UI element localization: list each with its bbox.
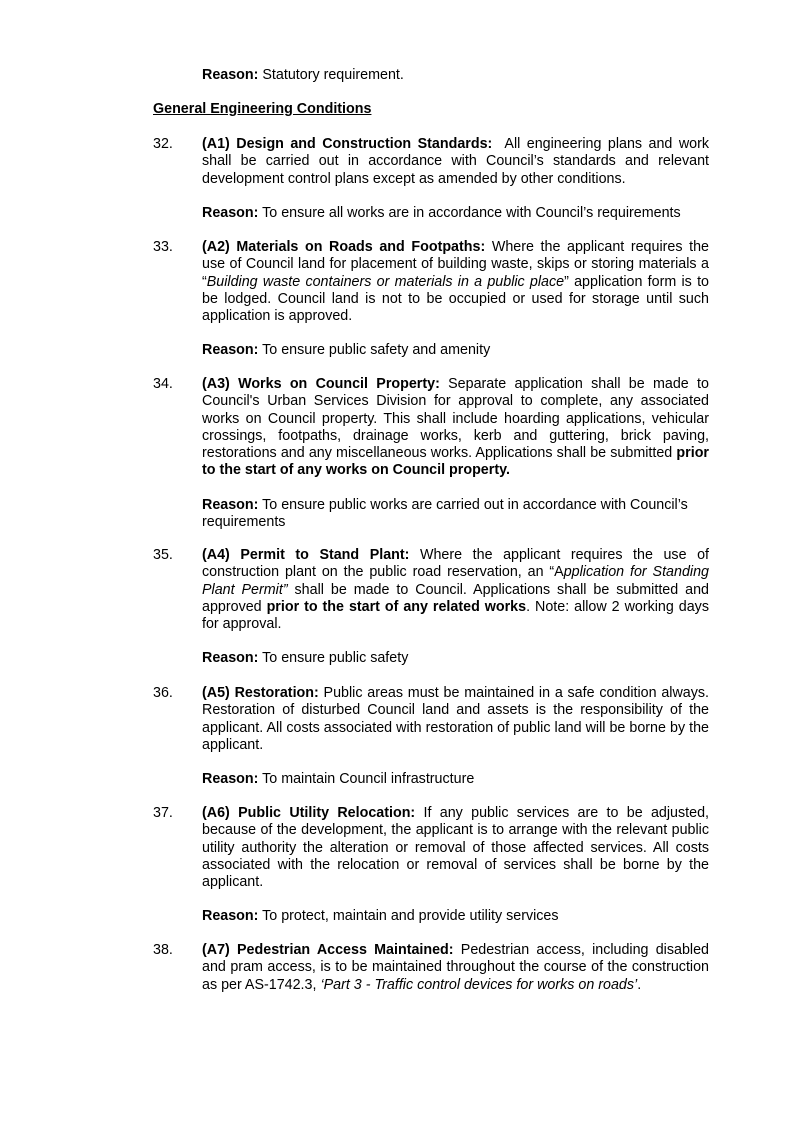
condition-number: 34.: [153, 376, 173, 392]
reason-label: Reason:: [202, 342, 259, 359]
condition-code: (A3) Works on Council Property:: [202, 376, 440, 392]
condition-item: [153, 239, 709, 360]
condition-text: (A1) Design and Construction Standards: All engineering plans and work shall be carried out in accordance with Council’s standards and relevant development control plans except as amended by other conditions.: [202, 136, 710, 187]
top-reason: [202, 67, 404, 84]
condition-text: (A4) Permit to Stand Plant: Where the applicant requires the use of construction plant on the public road reservation, an “Application for Standing Plant Permit” shall be made to Council. Applications shall be submitted and approved prior to the start of any related works. Note: allow 2 working days for approval.: [202, 547, 709, 633]
condition-number: 36.: [153, 685, 173, 701]
reason-label: Reason:: [202, 496, 259, 513]
condition-code: (A6) Public Utility Relocation:: [202, 805, 416, 821]
reason-label: Reason:: [202, 67, 259, 83]
reason-label: Reason:: [202, 204, 259, 221]
condition-reason: Reason: To ensure public safety and amenity: [202, 342, 491, 359]
condition-code: (A1) Design and Construction Standards:: [202, 136, 493, 152]
condition-item: [153, 376, 709, 531]
condition-code: (A7) Pedestrian Access Maintained:: [202, 942, 454, 958]
reason-label: Reason:: [202, 908, 259, 925]
condition-reason: Reason: To maintain Council infrastructure: [202, 771, 475, 788]
condition-number: 37.: [153, 805, 173, 821]
condition-number: 33.: [153, 239, 173, 255]
condition-text: (A3) Works on Council Property: Separate application shall be made to Council's Urban Services Division for approval to complete, any associated works on Council property. This shall include hoarding applications, vehicular crossings, footpaths, drainage works, kerb and guttering, brick paving, restorations and any miscellaneous works. Applications shall be submitted prior to the start of any works on Council property.: [202, 376, 709, 479]
condition-text: (A2) Materials on Roads and Footpaths: Where the applicant requires the use of Council land for placement of building waste, skips or storing materials a “Building waste containers or materials in a public place” application form is to be lodged. Council land is not to be occupied or used for storage until such application is approved.: [202, 239, 709, 325]
condition-code: (A2) Materials on Roads and Footpaths:: [202, 239, 486, 255]
condition-number: 35.: [153, 547, 173, 563]
condition-code: (A4) Permit to Stand Plant:: [202, 547, 410, 563]
condition-item: [153, 136, 709, 222]
condition-reason: Reason: To ensure public works are carried out in accordance with Council’s requirements: [202, 496, 688, 531]
condition-reason: Reason: To ensure public safety: [202, 650, 409, 667]
condition-text: (A5) Restoration: Public areas must be maintained in a safe condition always. Restoration of disturbed Council land and assets is the responsibility of the applicant. All costs associated with restoration of public land will be borne by the applicant.: [202, 685, 709, 753]
condition-text: (A7) Pedestrian Access Maintained: Pedestrian access, including disabled and pram access, is to be maintained throughout the course of the construction as per AS-1742.3, ‘Part 3 - Traffic control devices for works on roads’.: [202, 942, 709, 993]
condition-number: 32.: [153, 136, 173, 152]
condition-reason: Reason: To ensure all works are in accordance with Council’s requirements: [202, 204, 681, 221]
reason-label: Reason:: [202, 771, 259, 788]
condition-number: 38.: [153, 942, 173, 958]
section-heading: General Engineering Conditions: [153, 101, 372, 117]
condition-reason: Reason: To protect, maintain and provide utility services: [202, 908, 559, 925]
condition-text: (A6) Public Utility Relocation: If any public services are to be adjusted, because of the development, the applicant is to arrange with the relevant public utility authority the alteration or removal of those affected services. All costs associated with the relocation or removal of services shall be borne by the applicant.: [202, 805, 709, 891]
reason-text: Statutory requirement.: [262, 67, 404, 83]
condition-item: [153, 805, 709, 926]
condition-item: [153, 547, 709, 668]
condition-code: (A5) Restoration:: [202, 685, 319, 701]
condition-item: [153, 942, 709, 994]
condition-item: [153, 685, 709, 788]
reason-label: Reason:: [202, 650, 259, 667]
